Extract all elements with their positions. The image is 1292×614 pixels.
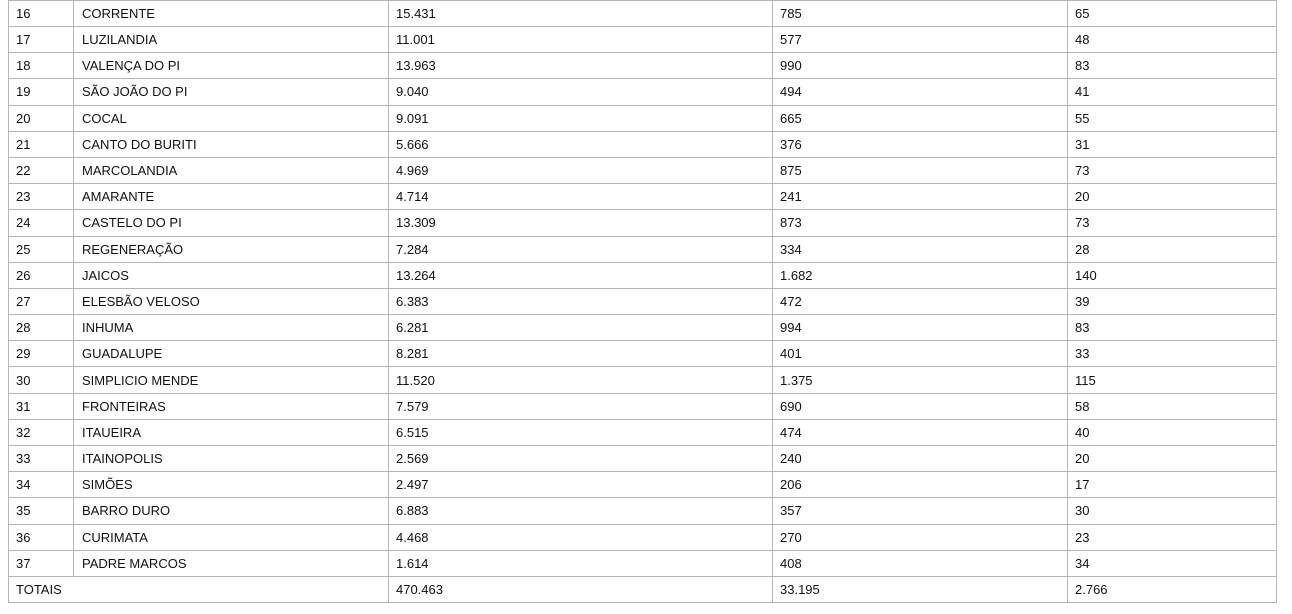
column-4-value-cell: 577: [773, 27, 1068, 53]
municipality-name-cell: SIMPLICIO MENDE: [74, 367, 389, 393]
column-4-value-cell: 408: [773, 550, 1068, 576]
municipality-name-cell: JAICOS: [74, 262, 389, 288]
column-3-value-cell: 13.963: [389, 53, 773, 79]
row-number-cell: 36: [9, 524, 74, 550]
table-row: [9, 79, 1277, 105]
table-row: [9, 53, 1277, 79]
column-4-value-cell: 990: [773, 53, 1068, 79]
row-number-cell: 33: [9, 446, 74, 472]
table-row: [9, 262, 1277, 288]
row-number-cell: 22: [9, 157, 74, 183]
municipality-name-cell: MARCOLANDIA: [74, 157, 389, 183]
table-row: [9, 367, 1277, 393]
column-4-value-cell: 206: [773, 472, 1068, 498]
totals-label: TOTAIS: [9, 576, 389, 602]
column-4-value-cell: 376: [773, 131, 1068, 157]
column-5-value-cell: 73: [1068, 157, 1277, 183]
column-5-value-cell: 41: [1068, 79, 1277, 105]
row-number-cell: 37: [9, 550, 74, 576]
column-4-value-cell: 785: [773, 1, 1068, 27]
table-row: [9, 105, 1277, 131]
municipality-name-cell: VALENÇA DO PI: [74, 53, 389, 79]
column-5-value-cell: 34: [1068, 550, 1277, 576]
column-5-value-cell: 31: [1068, 131, 1277, 157]
municipality-name-cell: FRONTEIRAS: [74, 393, 389, 419]
municipality-name-cell: LUZILANDIA: [74, 27, 389, 53]
row-number-cell: 25: [9, 236, 74, 262]
column-4-value-cell: 994: [773, 315, 1068, 341]
column-3-value-cell: 2.569: [389, 446, 773, 472]
column-5-value-cell: 23: [1068, 524, 1277, 550]
row-number-cell: 20: [9, 105, 74, 131]
row-number-cell: 16: [9, 1, 74, 27]
row-number-cell: 32: [9, 419, 74, 445]
municipality-name-cell: AMARANTE: [74, 184, 389, 210]
table-row: [9, 157, 1277, 183]
column-5-value-cell: 33: [1068, 341, 1277, 367]
municipality-name-cell: SÃO JOÃO DO PI: [74, 79, 389, 105]
table-row: [9, 446, 1277, 472]
row-number-cell: 19: [9, 79, 74, 105]
row-number-cell: 30: [9, 367, 74, 393]
column-4-value-cell: 240: [773, 446, 1068, 472]
table-body: [9, 1, 1277, 603]
table-row: [9, 184, 1277, 210]
table-row: [9, 341, 1277, 367]
municipality-name-cell: ITAUEIRA: [74, 419, 389, 445]
column-4-value-cell: 334: [773, 236, 1068, 262]
table-row: [9, 524, 1277, 550]
municipality-name-cell: REGENERAÇÃO: [74, 236, 389, 262]
column-3-value-cell: 1.614: [389, 550, 773, 576]
column-4-value-cell: 690: [773, 393, 1068, 419]
column-4-value-cell: 875: [773, 157, 1068, 183]
column-4-value-cell: 1.682: [773, 262, 1068, 288]
column-4-value-cell: 401: [773, 341, 1068, 367]
column-3-value-cell: 11.520: [389, 367, 773, 393]
column-5-value-cell: 83: [1068, 53, 1277, 79]
municipality-name-cell: PADRE MARCOS: [74, 550, 389, 576]
row-number-cell: 28: [9, 315, 74, 341]
data-table: [8, 0, 1277, 603]
column-3-value-cell: 13.264: [389, 262, 773, 288]
municipality-name-cell: INHUMA: [74, 315, 389, 341]
column-5-value-cell: 55: [1068, 105, 1277, 131]
row-number-cell: 29: [9, 341, 74, 367]
column-3-value-cell: 15.431: [389, 1, 773, 27]
table-row: [9, 131, 1277, 157]
table-row: [9, 419, 1277, 445]
municipality-name-cell: CANTO DO BURITI: [74, 131, 389, 157]
column-5-value-cell: 48: [1068, 27, 1277, 53]
column-4-value-cell: 665: [773, 105, 1068, 131]
column-5-value-cell: 83: [1068, 315, 1277, 341]
municipality-name-cell: ITAINOPOLIS: [74, 446, 389, 472]
column-5-value-cell: 39: [1068, 288, 1277, 314]
totals-column-3: 470.463: [389, 576, 773, 602]
column-3-value-cell: 7.579: [389, 393, 773, 419]
table-row: [9, 27, 1277, 53]
column-3-value-cell: 6.883: [389, 498, 773, 524]
table-row: [9, 1, 1277, 27]
table-row: [9, 288, 1277, 314]
municipality-name-cell: SIMÕES: [74, 472, 389, 498]
row-number-cell: 17: [9, 27, 74, 53]
totals-column-4: 33.195: [773, 576, 1068, 602]
column-3-value-cell: 7.284: [389, 236, 773, 262]
column-5-value-cell: 40: [1068, 419, 1277, 445]
row-number-cell: 27: [9, 288, 74, 314]
column-3-value-cell: 6.281: [389, 315, 773, 341]
column-5-value-cell: 65: [1068, 1, 1277, 27]
column-4-value-cell: 1.375: [773, 367, 1068, 393]
table-row: [9, 210, 1277, 236]
column-4-value-cell: 474: [773, 419, 1068, 445]
column-3-value-cell: 5.666: [389, 131, 773, 157]
column-5-value-cell: 58: [1068, 393, 1277, 419]
municipality-name-cell: ELESBÃO VELOSO: [74, 288, 389, 314]
table-row: [9, 315, 1277, 341]
column-3-value-cell: 9.040: [389, 79, 773, 105]
column-3-value-cell: 6.515: [389, 419, 773, 445]
column-5-value-cell: 20: [1068, 446, 1277, 472]
row-number-cell: 21: [9, 131, 74, 157]
column-5-value-cell: 140: [1068, 262, 1277, 288]
table-row: [9, 498, 1277, 524]
column-4-value-cell: 241: [773, 184, 1068, 210]
column-3-value-cell: 8.281: [389, 341, 773, 367]
totals-column-5: 2.766: [1068, 576, 1277, 602]
column-3-value-cell: 11.001: [389, 27, 773, 53]
column-5-value-cell: 17: [1068, 472, 1277, 498]
column-4-value-cell: 357: [773, 498, 1068, 524]
table-row: [9, 472, 1277, 498]
municipality-name-cell: COCAL: [74, 105, 389, 131]
column-5-value-cell: 28: [1068, 236, 1277, 262]
table-row: [9, 550, 1277, 576]
row-number-cell: 26: [9, 262, 74, 288]
table-row: [9, 393, 1277, 419]
row-number-cell: 34: [9, 472, 74, 498]
column-3-value-cell: 6.383: [389, 288, 773, 314]
column-4-value-cell: 873: [773, 210, 1068, 236]
municipality-name-cell: CASTELO DO PI: [74, 210, 389, 236]
row-number-cell: 24: [9, 210, 74, 236]
column-5-value-cell: 73: [1068, 210, 1277, 236]
column-4-value-cell: 472: [773, 288, 1068, 314]
column-3-value-cell: 4.714: [389, 184, 773, 210]
column-5-value-cell: 20: [1068, 184, 1277, 210]
column-3-value-cell: 9.091: [389, 105, 773, 131]
column-5-value-cell: 115: [1068, 367, 1277, 393]
municipality-name-cell: CURIMATA: [74, 524, 389, 550]
row-number-cell: 18: [9, 53, 74, 79]
column-4-value-cell: 270: [773, 524, 1068, 550]
row-number-cell: 35: [9, 498, 74, 524]
municipality-name-cell: GUADALUPE: [74, 341, 389, 367]
municipality-name-cell: CORRENTE: [74, 1, 389, 27]
table-row: [9, 236, 1277, 262]
data-table-container: [8, 0, 1276, 603]
municipality-name-cell: BARRO DURO: [74, 498, 389, 524]
column-3-value-cell: 4.969: [389, 157, 773, 183]
table-row-totals: [9, 576, 1277, 602]
row-number-cell: 31: [9, 393, 74, 419]
column-3-value-cell: 2.497: [389, 472, 773, 498]
column-5-value-cell: 30: [1068, 498, 1277, 524]
column-3-value-cell: 13.309: [389, 210, 773, 236]
column-3-value-cell: 4.468: [389, 524, 773, 550]
row-number-cell: 23: [9, 184, 74, 210]
column-4-value-cell: 494: [773, 79, 1068, 105]
